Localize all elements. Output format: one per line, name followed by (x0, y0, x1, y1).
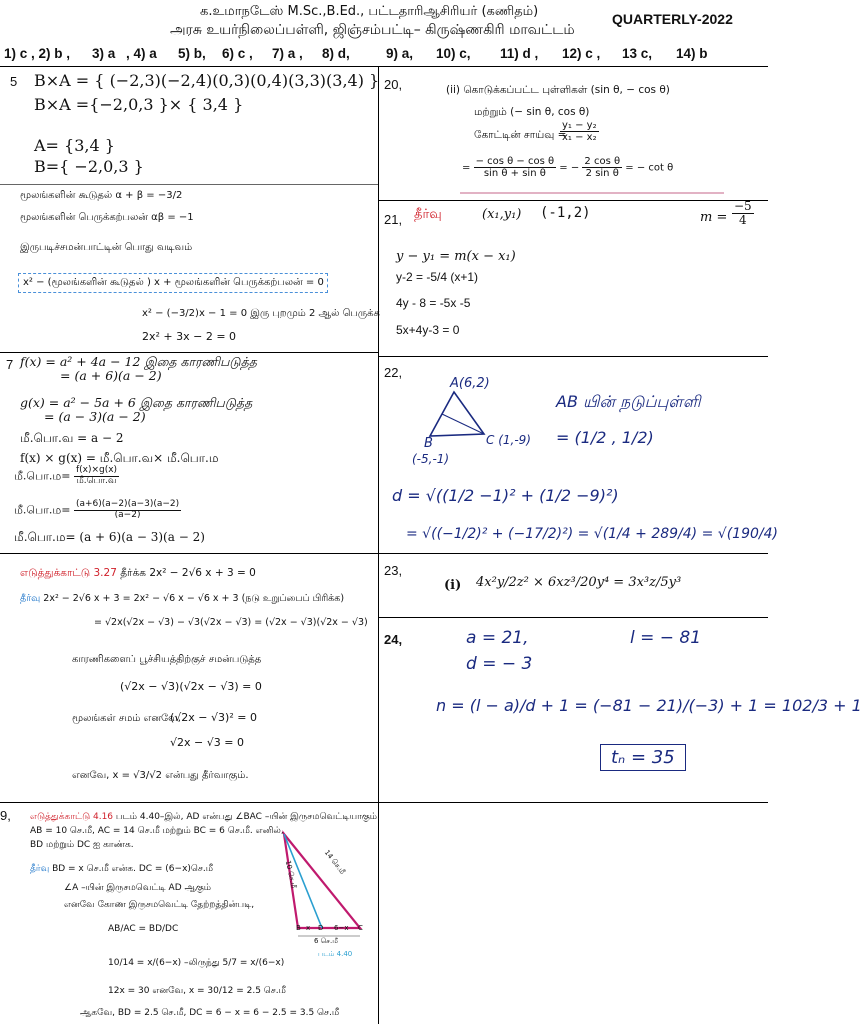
answer-key-item: 7) a , (272, 46, 303, 61)
q5-sum: மூலங்களின் கூடுதல் α + β = −3/2 (20, 190, 183, 201)
example-title: எடுத்துக்காட்டு 4.16 (30, 812, 114, 822)
question-number: 21, (384, 212, 403, 227)
q9-answer: ஆகவே, BD = 2.5 செ.மீ, DC = 6 − x = 6 − 2.5 = 3.5 செ.மீ (80, 1008, 340, 1018)
q9-step2: ∠A –யின் இருசமவெட்டி AD ஆகும் (64, 883, 212, 893)
q24-result-box: tₙ = 35 (600, 744, 686, 771)
q7-f-def: f(x) = a² + 4a − 12 இதை காரணிபடுத்த (20, 354, 257, 369)
figure-vertex-c: C (358, 924, 363, 932)
figure-caption: படம் 4.40 (318, 950, 353, 958)
q9-step1: BD = x செ.மீ என்க. DC = (6−x)செ.மீ (52, 864, 214, 874)
q9-step1-row (30, 864, 213, 875)
q8-step2: = √2x(√2x − √3) − √3(√2x − √3) = (√2x − √3)(√2x − √3) (94, 617, 368, 628)
divider (0, 66, 768, 67)
figure-label-x: x (306, 924, 311, 932)
q5-line3: A= {3,4 } (34, 136, 115, 155)
triangle-vertex-b-coords: (-5,-1) (412, 452, 450, 466)
answer-key-item: 11) d , (500, 46, 539, 61)
question-number: 20, (384, 77, 403, 92)
fraction-denominator: sin θ + sin θ (483, 168, 546, 179)
fraction-denominator: மீ.பொ.வ (76, 475, 117, 486)
q5-formula-box: x² − (மூலங்களின் கூடுதல் ) x + மூலங்களின் பெருக்கற்பலன் = 0 (18, 273, 328, 293)
figure-vertex-b: B (296, 924, 301, 932)
q9-task2: AB = 10 செ.மீ, AC = 14 செ.மீ மற்றும் BC = 6 செ.மீ. எனில், (30, 826, 284, 836)
q9-task1: படம் 4.40–இல், AD என்பது ∠BAC –யின் இருசமவெட்டியாகும். (115, 812, 380, 822)
figure-label-ac: 14 செ.மீ (322, 848, 347, 876)
quarterly-badge: QUARTERLY-2022 (612, 11, 733, 27)
q7-lcm-label: மீ.பொ.ம= (14, 503, 71, 517)
q21-step1: y-2 = -5/4 (x+1) (396, 270, 479, 284)
answer-key-item: 6) c , (222, 46, 253, 61)
answer-key-item: , 4) a (126, 46, 157, 61)
q21-point-symbol: (x₁,y₁) (482, 207, 522, 222)
q23-expression: 4x²y/2z² × 6xz³/20y⁴ = 3x³z/5y³ (476, 575, 682, 590)
answer-key-item: 9) a, (386, 46, 414, 61)
q7-lcm-formula (14, 466, 119, 487)
q22-midpoint: = (1/2 , 1/2) (556, 428, 654, 447)
underline-decoration (460, 192, 724, 194)
q9-header (30, 812, 380, 823)
answer-key-item: 5) b, (178, 46, 206, 61)
q20-result: = − cot θ (625, 162, 674, 174)
divider (0, 553, 768, 554)
figure-label-bc: 6 செ.மீ (314, 937, 338, 945)
divider (378, 617, 768, 618)
q22-midpoint-note: AB யின் நடுப்புள்ளி (556, 392, 701, 411)
question-number: 5 (10, 74, 18, 89)
q5-product: மூலங்களின் பெருக்கற்பலன் αβ = −1 (20, 212, 194, 223)
divider (0, 802, 768, 803)
q9-substitute: 10/14 = x/(6−x) –லிருந்து 5/7 = x/(6−x) (108, 958, 285, 968)
triangle-vertex-a: A(6,2) (450, 376, 490, 391)
figure-vertex-d: D (318, 924, 324, 932)
q8-task: தீர்க்க 2x² − 2√6 x + 3 = 0 (120, 567, 256, 579)
q21-point-slope-form: y − y₁ = m(x − x₁) (396, 249, 516, 264)
divider (0, 184, 378, 185)
q21-slope-label: m = (700, 210, 728, 225)
q23-part-label: (i) (444, 578, 462, 593)
fraction-numerator: −5 (734, 199, 752, 213)
header-line1: க.உமாநடேஸ் M.Sc.,B.Ed., பட்டதாரிஆசிரியர் (கணிதம்) (200, 4, 539, 19)
triangle-sketch (420, 380, 530, 460)
q5-general: இருபடிச்சமன்பாட்டின் பொது வடிவம் (20, 242, 193, 253)
q20-slope-fraction (560, 120, 599, 143)
q8-step5b: (√2x − √3)² = 0 (170, 711, 257, 724)
answer-key-item: 14) b (676, 46, 708, 61)
question-number: 22, (384, 365, 403, 380)
q9-solve: 12x = 30 எனவே, x = 30/12 = 2.5 செ.மீ (108, 986, 286, 996)
fraction-numerator: 2 cos θ (584, 156, 621, 167)
q9-step3: எனவே கோண இருசமவெட்டி தேற்றத்தின்படி, (64, 900, 255, 910)
fraction-numerator: f(x)×g(x) (75, 465, 118, 475)
q22-distance-result: = √((−1/2)² + (−17/2)²) = √(1/4 + 289/4) = √(190/4) (406, 526, 778, 542)
solution-label: தீர்வு (414, 207, 442, 222)
q24-difference: d = − 3 (466, 654, 533, 674)
solution-label: தீர்வு (30, 864, 50, 874)
q8-step6: √2x − √3 = 0 (170, 736, 244, 749)
q7-lcm-result: மீ.பொ.ம= (a + 6)(a − 3)(a − 2) (14, 530, 205, 544)
q8-header (20, 567, 256, 580)
question-number: 9, (0, 808, 11, 823)
q22-distance-formula: d = √((1/2 −1)² + (1/2 −9)²) (392, 486, 619, 505)
question-number: 23, (384, 563, 403, 578)
q8-conclusion: எனவே, x = √3/√2 என்பது தீர்வாகும். (72, 770, 249, 781)
column-divider (378, 66, 379, 1024)
question-number: 7 (6, 357, 14, 372)
q9-task3: BD மற்றும் DC ஐ காண்க. (30, 840, 134, 850)
answer-key-item: 10) c, (436, 46, 471, 61)
q24-n-formula: n = (l − a)/d + 1 = (−81 − 21)/(−3) + 1 = 102/3 + 1 (436, 696, 862, 715)
q9-ratio: AB/AC = BD/DC (108, 924, 179, 934)
figure-label-6-minus-x: 6−x (334, 924, 349, 932)
triangle-vertex-c: C (1,-9) (486, 433, 531, 447)
fraction-denominator: 2 sin θ (585, 168, 619, 179)
q20-simplify: = $\frac{\text{− cos θ − cos θ}}{\text{sin θ + sin θ}}$ = − $\frac{\text{2 cos θ}}{\text{2 sin θ}}$ = − cot θ (462, 156, 674, 179)
divider (0, 352, 378, 353)
q5-step: x² − (−3/2)x − 1 = 0 இரு புறமும் 2 ஆல் பெருக்க (142, 308, 380, 319)
q24-first-term: a = 21, (466, 628, 529, 648)
answer-key-item: 8) d, (322, 46, 350, 61)
answer-key-item: 13 c, (622, 46, 653, 61)
q7-lcm-label: மீ.பொ.ம= (14, 469, 71, 483)
answer-key-item: 12) c , (562, 46, 601, 61)
fraction-denominator: 4 (739, 213, 747, 228)
fraction-numerator: y₁ − y₂ (562, 120, 597, 131)
q8-step1: 2x² − 2√6 x + 3 = 2x² − √6 x − √6 x + 3 (நடு உறுப்பைப் பிரிக்க) (43, 593, 345, 604)
q20-line3: கோட்டின் சாய்வு = (474, 129, 567, 141)
q8-step4: (√2x − √3)(√2x − √3) = 0 (120, 680, 262, 693)
q7-relation: f(x) × g(x) = மீ.பொ.வ× மீ.பொ.ம (20, 451, 219, 465)
q5-line4: B={ −2,0,3 } (34, 157, 144, 176)
fraction-denominator: (a−2) (114, 509, 141, 520)
q7-gcd: மீ.பொ.வ = a − 2 (20, 431, 124, 445)
q24-last-term: l = − 81 (630, 628, 702, 648)
example-title: எடுத்துக்காட்டு 3.27 (20, 567, 117, 579)
q7-g-def: g(x) = a² − 5a + 6 இதை காரணிபடுத்த (20, 395, 253, 410)
q7-lcm-substitute (14, 500, 181, 521)
q20-line2: மற்றும் (− sin θ, cos θ) (474, 106, 590, 118)
divider (378, 200, 768, 201)
fraction-numerator: (a+6)(a−2)(a−3)(a−2) (75, 499, 180, 509)
q7-g-factor: = (a − 3)(a − 2) (44, 409, 146, 424)
answer-key-row (0, 44, 768, 66)
q21-slope-fraction (732, 200, 754, 227)
q8-step3: காரணிகளைப் பூச்சியத்திற்குச் சமன்படுத்த (72, 654, 262, 665)
solution-label: தீர்வு (20, 593, 41, 604)
q5-line1: B×A = { (−2,3)(−2,4)(0,3)(0,4)(3,3)(3,4) } (34, 71, 380, 90)
divider (378, 356, 768, 357)
answer-key-item: 1) c , 2) b , (4, 46, 71, 61)
q5-result: 2x² + 3x − 2 = 0 (142, 330, 237, 343)
question-number: 24, (384, 632, 403, 647)
q5-line2: B×A ={−2,0,3 }× { 3,4 } (34, 95, 244, 114)
q21-point: (-1,2) (540, 205, 591, 221)
q8-step1-row (20, 593, 344, 605)
q21-step2: 4y - 8 = -5x -5 (396, 296, 471, 310)
q7-f-factor: = (a + 6)(a − 2) (60, 368, 162, 383)
triangle-vertex-b: B (424, 436, 433, 451)
q8-step5: மூலங்கள் சமம் எனவே, (72, 713, 181, 724)
figure-label-ab: 10 செ.மீ (283, 859, 298, 890)
answer-key-item: 3) a (92, 46, 116, 61)
q21-step3: 5x+4y-3 = 0 (396, 323, 460, 337)
fraction-numerator: − cos θ − cos θ (475, 156, 555, 167)
q20-line1: (ii) கொடுக்கப்பட்ட புள்ளிகள் (sin θ, − cos θ) (446, 84, 670, 96)
fraction-denominator: x₁ − x₂ (562, 132, 597, 143)
header-line2: அரசு உயர்நிலைப்பள்ளி, ஜிஞ்சம்பட்டி– கிருஷ்ணகிரி மாவட்டம் (170, 22, 575, 38)
